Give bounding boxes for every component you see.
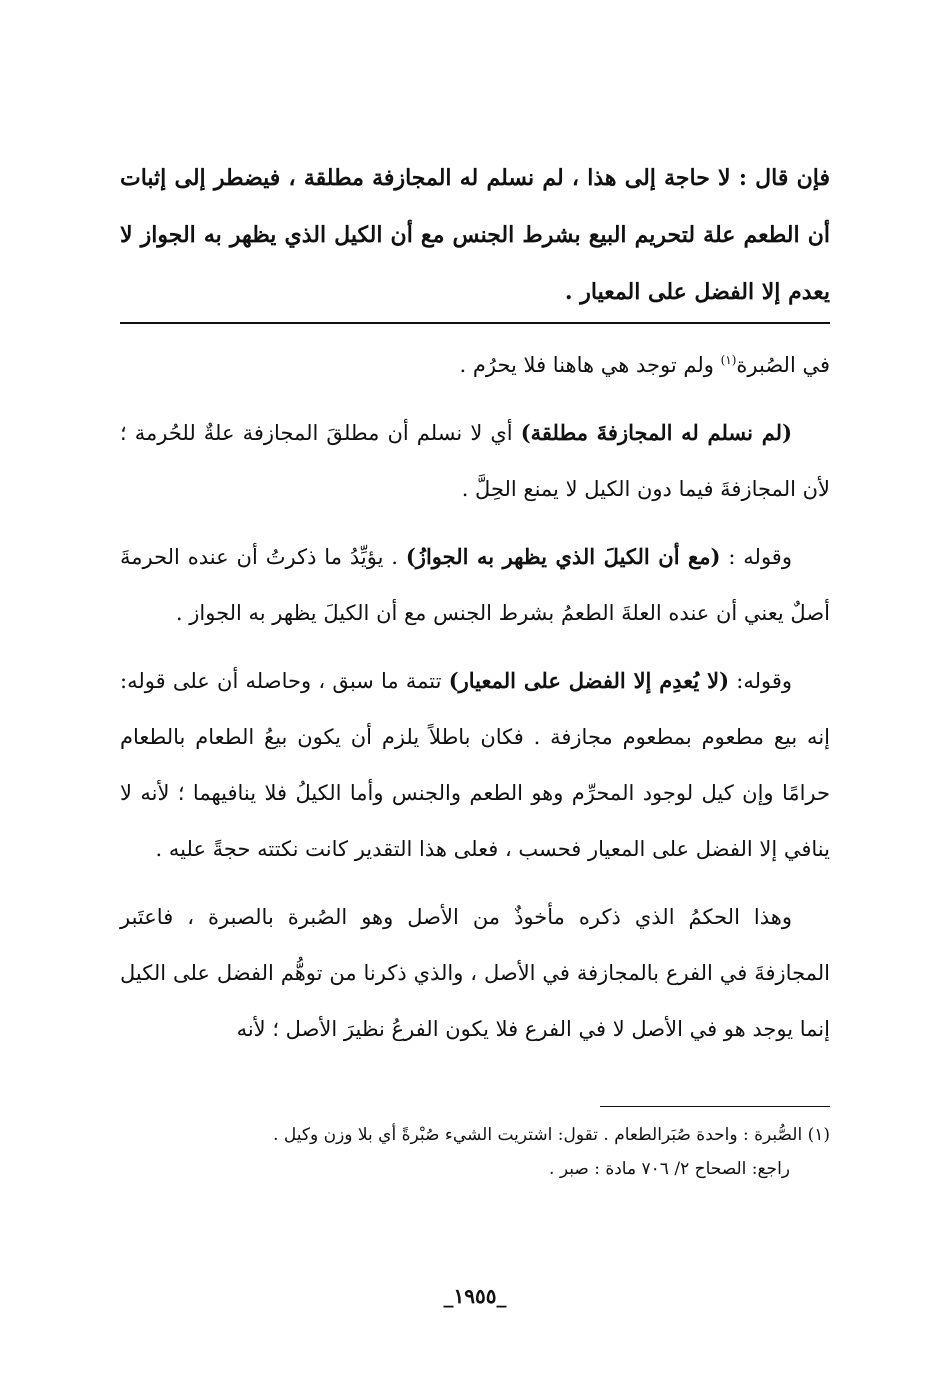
quoted-phrase: (لا يُعدِم إلا الفضل على المعيار) <box>448 668 730 693</box>
footnote-separator-rule <box>600 1106 830 1107</box>
footnote-1: (١) الصُّبرة : واحدة صُبَرالطعام . تقول: اشتريت الشيء صُبْرةً أي بلا وزن وكيل . <box>273 1125 830 1145</box>
quoted-phrase: (لم نسلم له المجازفةَ مطلقة) <box>520 420 793 445</box>
main-separator-rule <box>120 322 830 324</box>
commentary-paragraph-4 <box>120 653 830 877</box>
footnotes <box>120 1118 830 1186</box>
commentary-p4-lead: وقوله: <box>729 669 793 693</box>
commentary-p1-text-a: في الصُبرة <box>736 353 830 377</box>
commentary-paragraph-2 <box>120 405 830 517</box>
commentary-p3-lead: وقوله : <box>720 545 792 569</box>
commentary-p5-text: وهذا الحكمُ الذي ذكره مأخوذٌ من الأصل وهو الصُبرة بالصبرة ، فاعتَبر المجازفةَ في الفرع بالمجازفة في الأصل ، والذي ذكرنا من توهُّم الفضل على الكيل إنما يوجد هو في الأصل لا في الفرع فلا يكون الفرعُ نظيرَ الأصل ؛ لأنه <box>120 905 830 1041</box>
commentary-paragraph-1 <box>120 337 830 393</box>
footnote-1-reference: راجع: الصحاح ٢/ ٧٠٦ مادة : صبر . <box>549 1159 790 1179</box>
quoted-phrase: (مع أن الكيلَ الذي يظهر به الجوازُ) <box>405 544 721 569</box>
commentary-section <box>120 337 830 1069</box>
footnote-marker: (١) <box>720 353 737 367</box>
commentary-paragraph-3 <box>120 529 830 641</box>
commentary-p4-text: تتمة ما سبق ، وحاصله أن على قوله: إنه بيع مطعوم بمطعوم مجازفة . فكان باطلاً يلزم أن يكون بيعُ الطعام بالطعام حرامًا وإن كيل لوجود المحرِّم وهو الطعم والجنس وأما الكيلُ فلا ينافيهما ؛ لأنه لا ينافي إلا الفضل على المعيار فحسب ، فعلى هذا التقدير كانت نكتته حجةً عليه . <box>120 669 830 861</box>
matn-paragraph <box>120 150 830 321</box>
commentary-p1-text-b: ولم توجد هي هاهنا فلا يحرُم . <box>459 353 721 377</box>
commentary-p3-text: . يؤيِّدُ ما ذكرتُ أن عنده الحرمةَ أصلٌ يعني أن عنده العلةَ الطعمُ بشرط الجنس مع أن الكيلَ يظهر به الجواز . <box>120 545 830 625</box>
commentary-paragraph-5 <box>120 889 830 1057</box>
matn-text: فإن قال : لا حاجة إلى هذا ، لم نسلم له المجازفة مطلقة ، فيضطر إلى إثبات أن الطعم علة لتحريم البيع بشرط الجنس مع أن الكيل الذي يظهر به الجواز لا يعدم إلا الفضل على المعيار . <box>120 165 830 305</box>
page-number: _١٩٥٥_ <box>443 1284 507 1308</box>
commentary-p2-text: أي لا نسلم أن مطلقَ المجازفة علةٌ للحُرمة ؛ لأن المجازفةَ فيما دون الكيل لا يمنع الحِلَّ . <box>120 421 830 501</box>
